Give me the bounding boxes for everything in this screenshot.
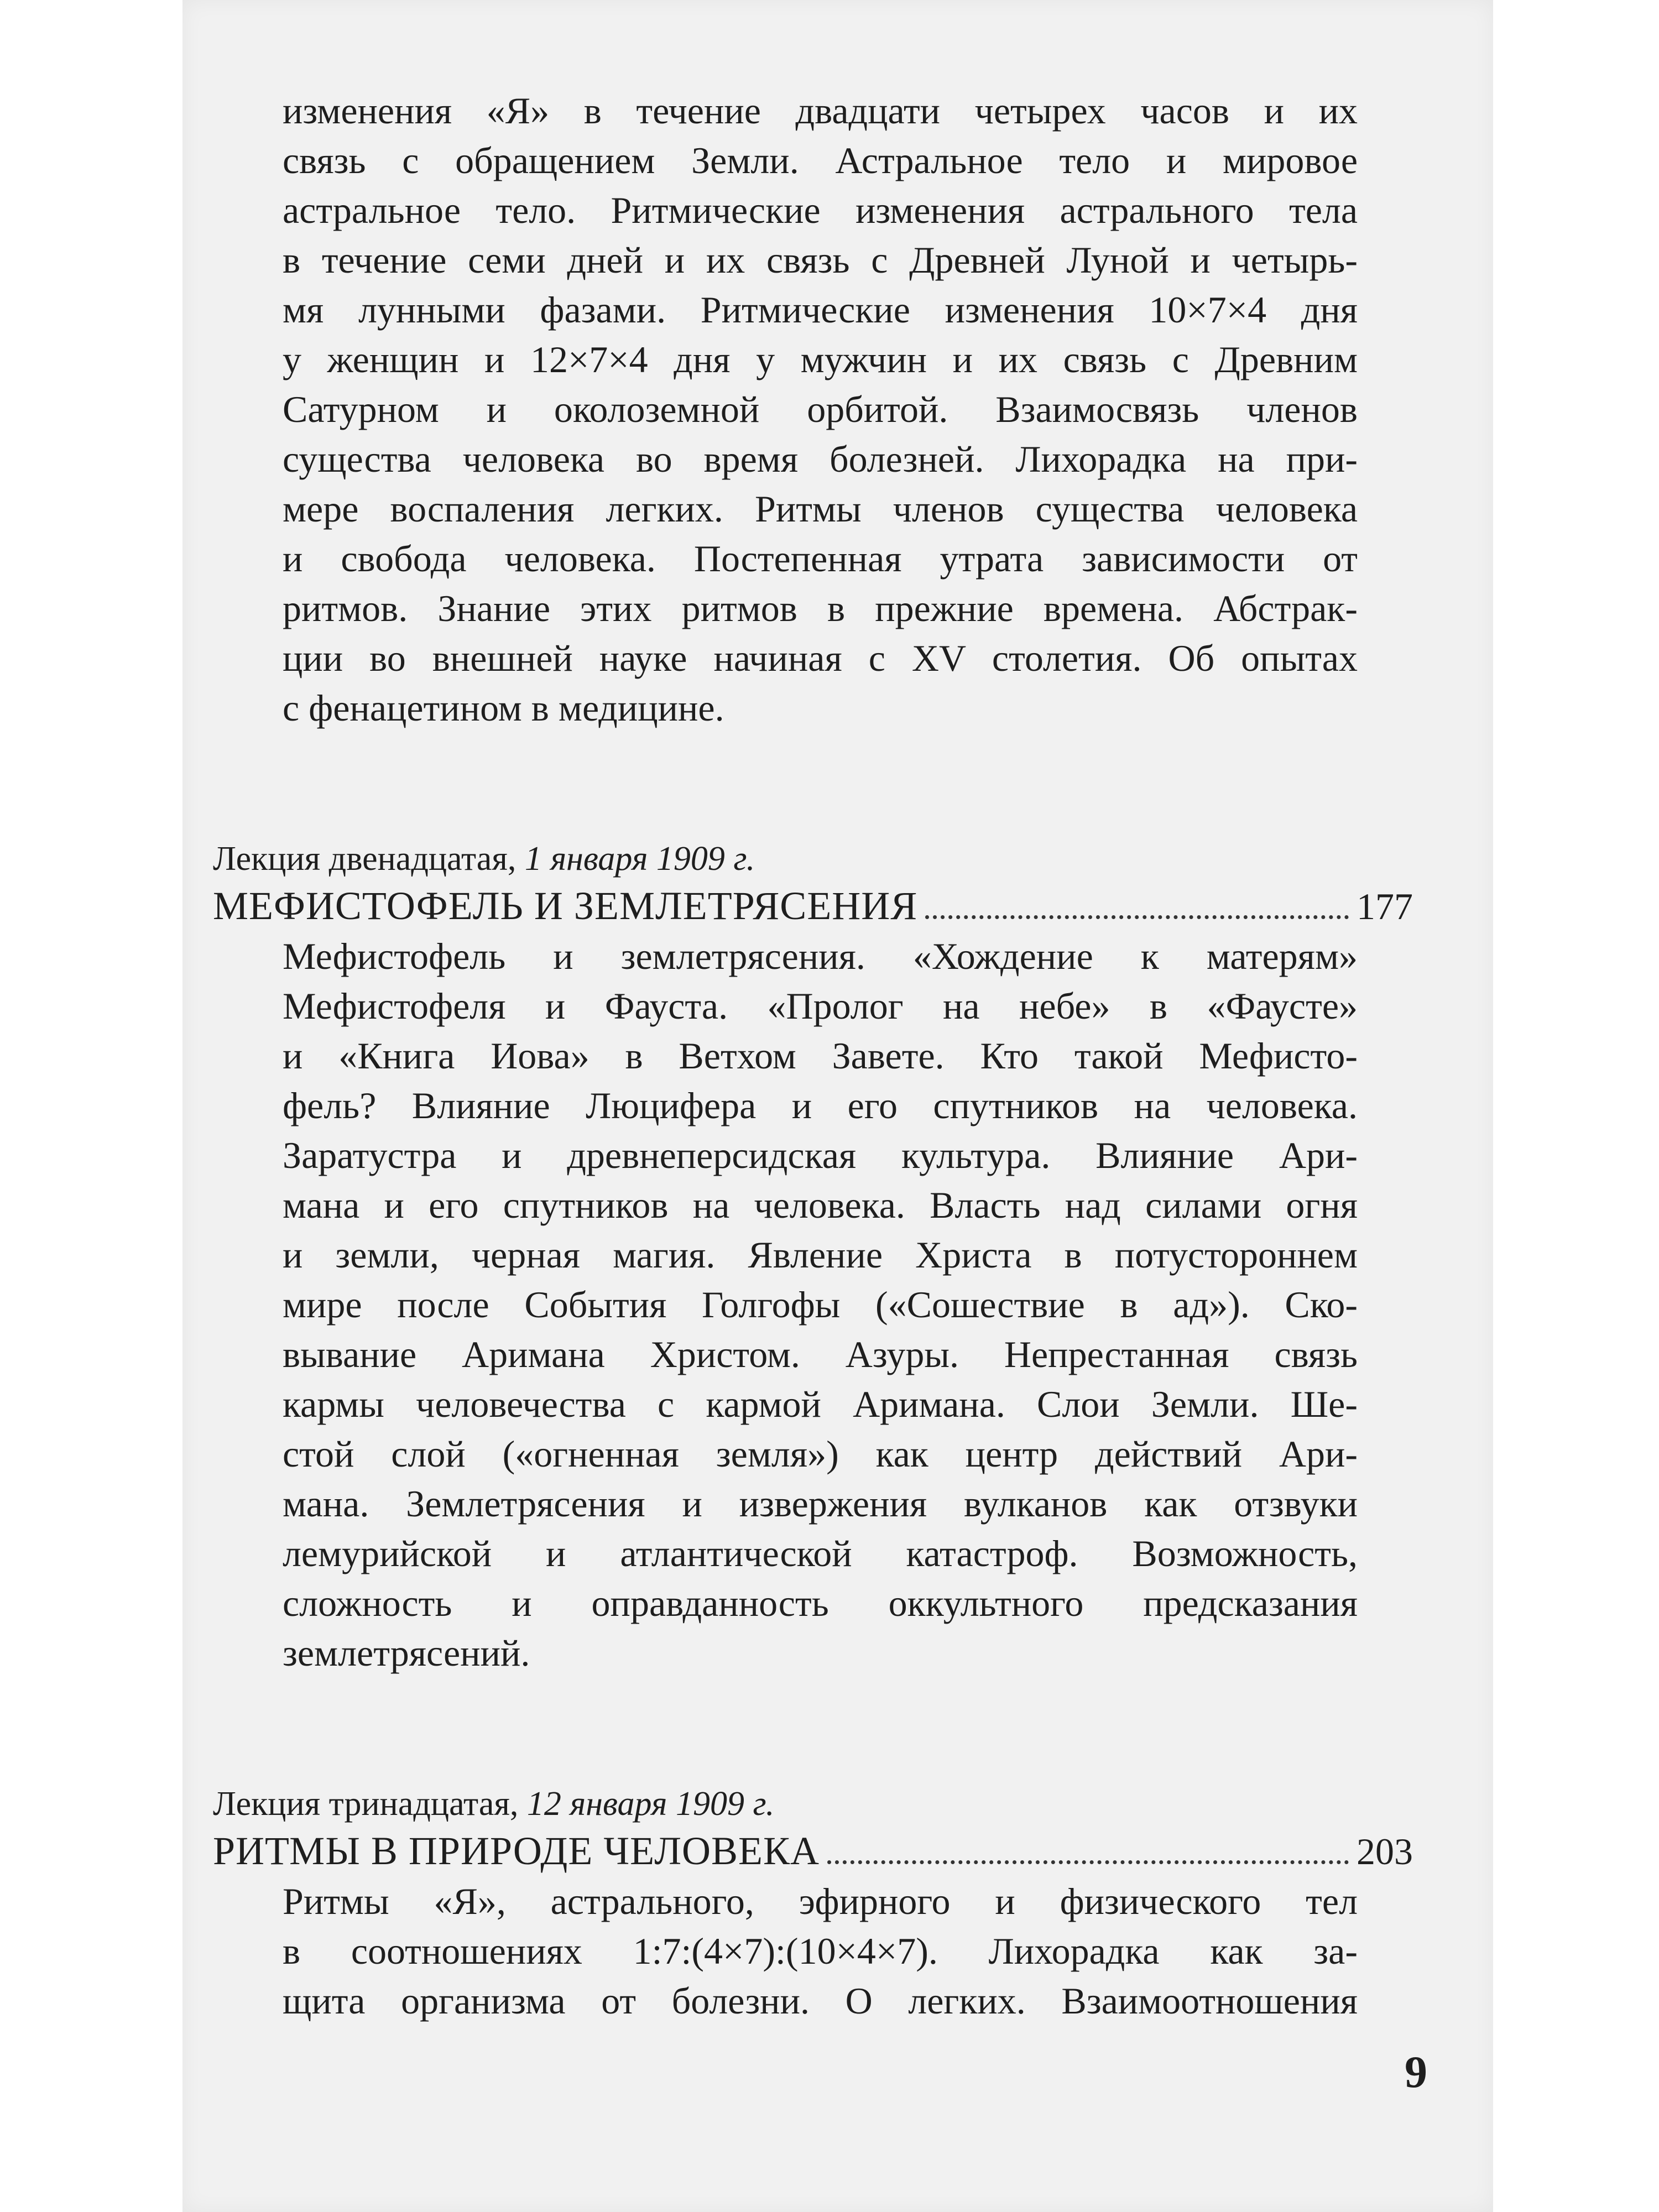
summary-line: у женщин и 12×7×4 дня у мужчин и их связь с Древним xyxy=(283,338,1358,380)
summary-line: и свобода человека. Постепенная утрата зависимости от xyxy=(283,538,1358,580)
summary-line: и земли, черная магия. Явление Христа в потустороннем xyxy=(283,1234,1358,1276)
summary-line: стой слой («огненная земля») как центр действий Ари- xyxy=(283,1433,1358,1475)
summary-line: лемурийской и атлантической катастроф. Возможность, xyxy=(283,1532,1358,1574)
summary-line: мере воспаления легких. Ритмы членов существа человека xyxy=(283,488,1358,530)
toc-entry-lecture-12 xyxy=(213,881,1413,931)
table-of-contents xyxy=(213,86,1430,2026)
lecture-13-summary xyxy=(283,1876,1358,2026)
summary-line: Мефистофель и землетрясения. «Хождение к матерям» xyxy=(283,935,1358,977)
summary-line: мана и его спутников на человека. Власть над силами огня xyxy=(283,1184,1358,1226)
chapter-title: РИТМЫ В ПРИРОДЕ ЧЕЛОВЕКА xyxy=(213,1829,820,1873)
summary-line: ритмов. Знание этих ритмов в прежние времена. Абстрак- xyxy=(283,587,1358,629)
summary-line: с фенацетином в медицине. xyxy=(283,687,724,729)
summary-line: мя лунными фазами. Ритмические изменения 10×7×4 дня xyxy=(283,289,1358,331)
chapter-page-number: 203 xyxy=(1357,1830,1413,1872)
summary-line: в течение семи дней и их связь с Древней Луной и четырь- xyxy=(283,239,1358,281)
lecture-11-summary xyxy=(283,86,1358,733)
summary-line: кармы человечества с кармой Аримана. Слои Земли. Ше- xyxy=(283,1383,1358,1425)
summary-line: вывание Аримана Христом. Азуры. Непрестанная связь xyxy=(283,1333,1358,1375)
summary-line: связь с обращением Земли. Астральное тело и мировое xyxy=(283,139,1358,181)
summary-line: сложность и оправданность оккультного предсказания xyxy=(283,1582,1358,1624)
dot-leader xyxy=(925,915,1349,919)
summary-line: землетрясений. xyxy=(283,1632,530,1674)
summary-line: мире после События Голгофы («Сошествие в ад»). Ско- xyxy=(283,1284,1358,1326)
summary-line: фель? Влияние Люцифера и его спутников на человека. xyxy=(283,1084,1358,1126)
lecture-date: 12 января 1909 г. xyxy=(526,1785,775,1823)
summary-line: существа человека во время болезней. Лихорадка на при- xyxy=(283,438,1358,480)
summary-line: мана. Землетрясения и извержения вулканов как отзвуки xyxy=(283,1483,1358,1525)
lecture-date: 1 января 1909 г. xyxy=(524,840,755,878)
summary-line: и «Книга Иова» в Ветхом Завете. Кто такой Мефисто- xyxy=(283,1035,1358,1077)
lecture-13-heading xyxy=(213,1782,1430,1826)
summary-line: ции во внешней науке начиная с XV столетия. Об опытах xyxy=(283,637,1358,679)
summary-line: в соотношениях 1:7:(4×7):(10×4×7). Лихорадка как за- xyxy=(283,1930,1358,1972)
summary-line: изменения «Я» в течение двадцати четырех часов и их xyxy=(283,90,1358,132)
summary-line: Сатурном и околоземной орбитой. Взаимосвязь членов xyxy=(283,388,1358,430)
chapter-title: МЕФИСТОФЕЛЬ И ЗЕМЛЕТРЯСЕНИЯ xyxy=(213,884,918,928)
book-page xyxy=(182,0,1493,2212)
lecture-12-heading xyxy=(213,837,1430,881)
summary-line: Мефистофеля и Фауста. «Пролог на небе» в «Фаусте» xyxy=(283,985,1358,1027)
toc-entry-lecture-13 xyxy=(213,1826,1413,1876)
summary-line: Ритмы «Я», астрального, эфирного и физического тел xyxy=(283,1880,1358,1922)
summary-line: Заратустра и древнеперсидская культура. Влияние Ари- xyxy=(283,1134,1358,1176)
dot-leader xyxy=(827,1860,1349,1864)
chapter-page-number: 177 xyxy=(1357,885,1413,927)
lecture-label: Лекция тринадцатая, xyxy=(213,1785,527,1823)
lecture-label: Лекция двенадцатая, xyxy=(213,840,525,878)
summary-line: щита организма от болезни. О легких. Взаимоотношения xyxy=(283,1980,1358,2022)
page-number: 9 xyxy=(1405,2047,1427,2097)
lecture-12-summary xyxy=(283,931,1358,1678)
summary-line: астральное тело. Ритмические изменения астрального тела xyxy=(283,189,1358,231)
